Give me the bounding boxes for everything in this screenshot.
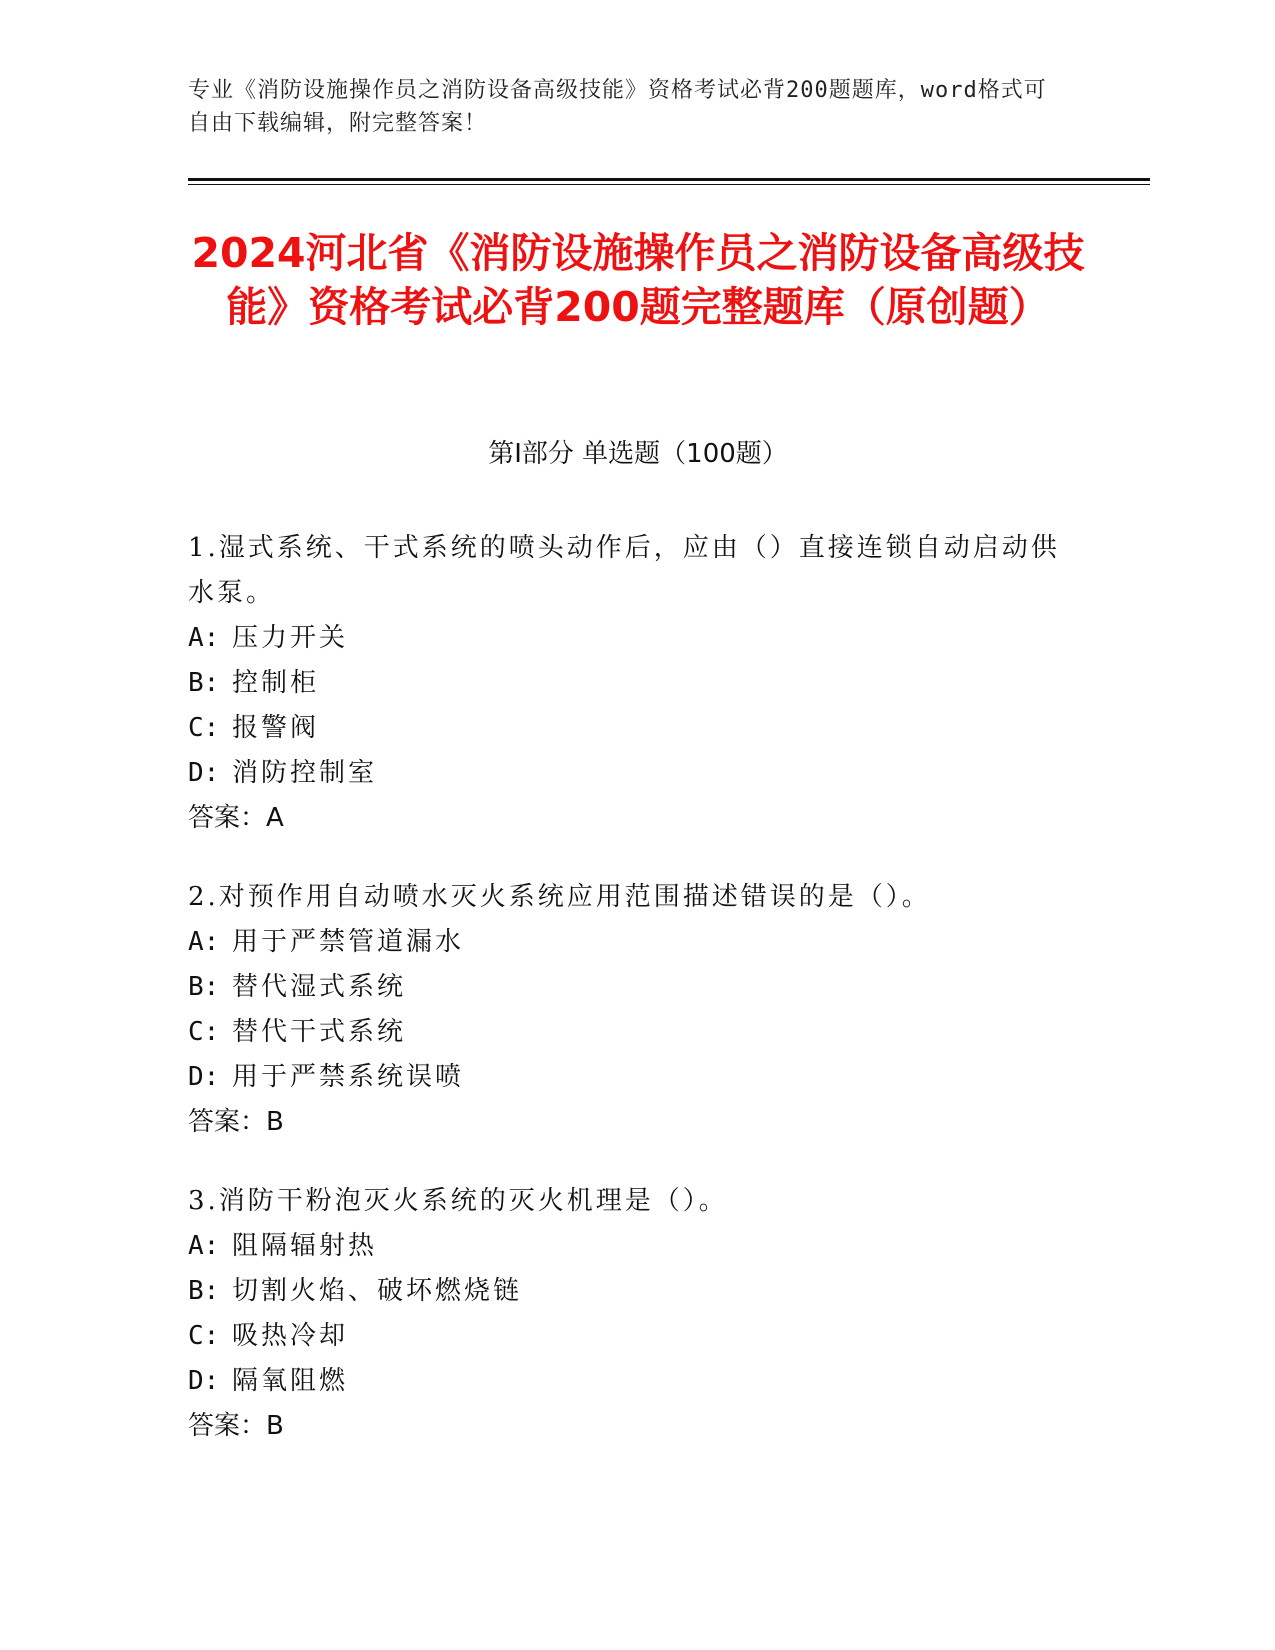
question-stem: 2.对预作用自动喷水灭火系统应用范围描述错误的是（）。 (188, 882, 931, 912)
option-text: 消防控制室 (232, 758, 378, 788)
option-text: 阻隔辐射热 (232, 1231, 378, 1261)
answer-label: 答案： (188, 1411, 267, 1441)
question-option (188, 1359, 1068, 1404)
option-letter: B: (188, 1276, 220, 1306)
option-text: 用于严禁管道漏水 (232, 927, 465, 957)
answer-value: B (266, 1107, 284, 1137)
question-option (188, 751, 1068, 796)
question-option (188, 1055, 1068, 1100)
question-option (188, 965, 1068, 1010)
option-text: 吸热冷却 (232, 1321, 349, 1351)
option-letter: D: (188, 1366, 220, 1396)
question-option (188, 706, 1068, 751)
question-option (188, 1010, 1068, 1055)
question-item (188, 526, 1068, 841)
option-text: 切割火焰、破坏燃烧链 (232, 1276, 523, 1306)
question-option (188, 1224, 1068, 1269)
question-item (188, 1179, 1068, 1449)
answer-value: A (266, 803, 284, 833)
option-letter: C: (188, 713, 220, 743)
option-letter: A: (188, 927, 220, 957)
header-note: 专业《消防设施操作员之消防设备高级技能》资格考试必背200题题库，word格式可自由下载编辑，附完整答案！ (188, 78, 1047, 136)
header-rule-thick (188, 178, 1150, 181)
option-text: 替代湿式系统 (232, 972, 407, 1002)
question-answer (188, 1100, 1068, 1145)
question-stem: 1.湿式系统、干式系统的喷头动作后，应由（）直接连锁自动启动供水泵。 (188, 533, 1060, 608)
option-letter: B: (188, 668, 220, 698)
option-text: 用于严禁系统误喷 (232, 1062, 465, 1092)
question-answer (188, 1404, 1068, 1449)
option-letter: B: (188, 972, 220, 1002)
option-letter: D: (188, 1062, 220, 1092)
option-letter: C: (188, 1321, 220, 1351)
option-text: 替代干式系统 (232, 1017, 407, 1047)
option-text: 隔氧阻燃 (232, 1366, 349, 1396)
section-title: 第Ⅰ部分 单选题（100题） (488, 439, 788, 469)
question-answer (188, 796, 1068, 841)
option-letter: A: (188, 1231, 220, 1261)
document-title: 2024河北省《消防设施操作员之消防设备高级技能》资格考试必背200题完整题库（原创题） (191, 229, 1085, 331)
header-rule-thin (188, 184, 1150, 185)
option-letter: C: (188, 1017, 220, 1047)
question-item (188, 875, 1068, 1145)
question-option (188, 1314, 1068, 1359)
question-option (188, 920, 1068, 965)
option-text: 报警阀 (232, 713, 320, 743)
question-option (188, 1269, 1068, 1314)
question-list (188, 526, 1068, 1483)
answer-value: B (266, 1411, 284, 1441)
question-stem: 3.消防干粉泡灭火系统的灭火机理是（）。 (188, 1186, 728, 1216)
question-option (188, 616, 1068, 661)
option-text: 控制柜 (232, 668, 320, 698)
question-option (188, 661, 1068, 706)
option-letter: A: (188, 623, 220, 653)
option-letter: D: (188, 758, 220, 788)
answer-label: 答案： (188, 1107, 267, 1137)
answer-label: 答案： (188, 803, 267, 833)
option-text: 压力开关 (232, 623, 349, 653)
